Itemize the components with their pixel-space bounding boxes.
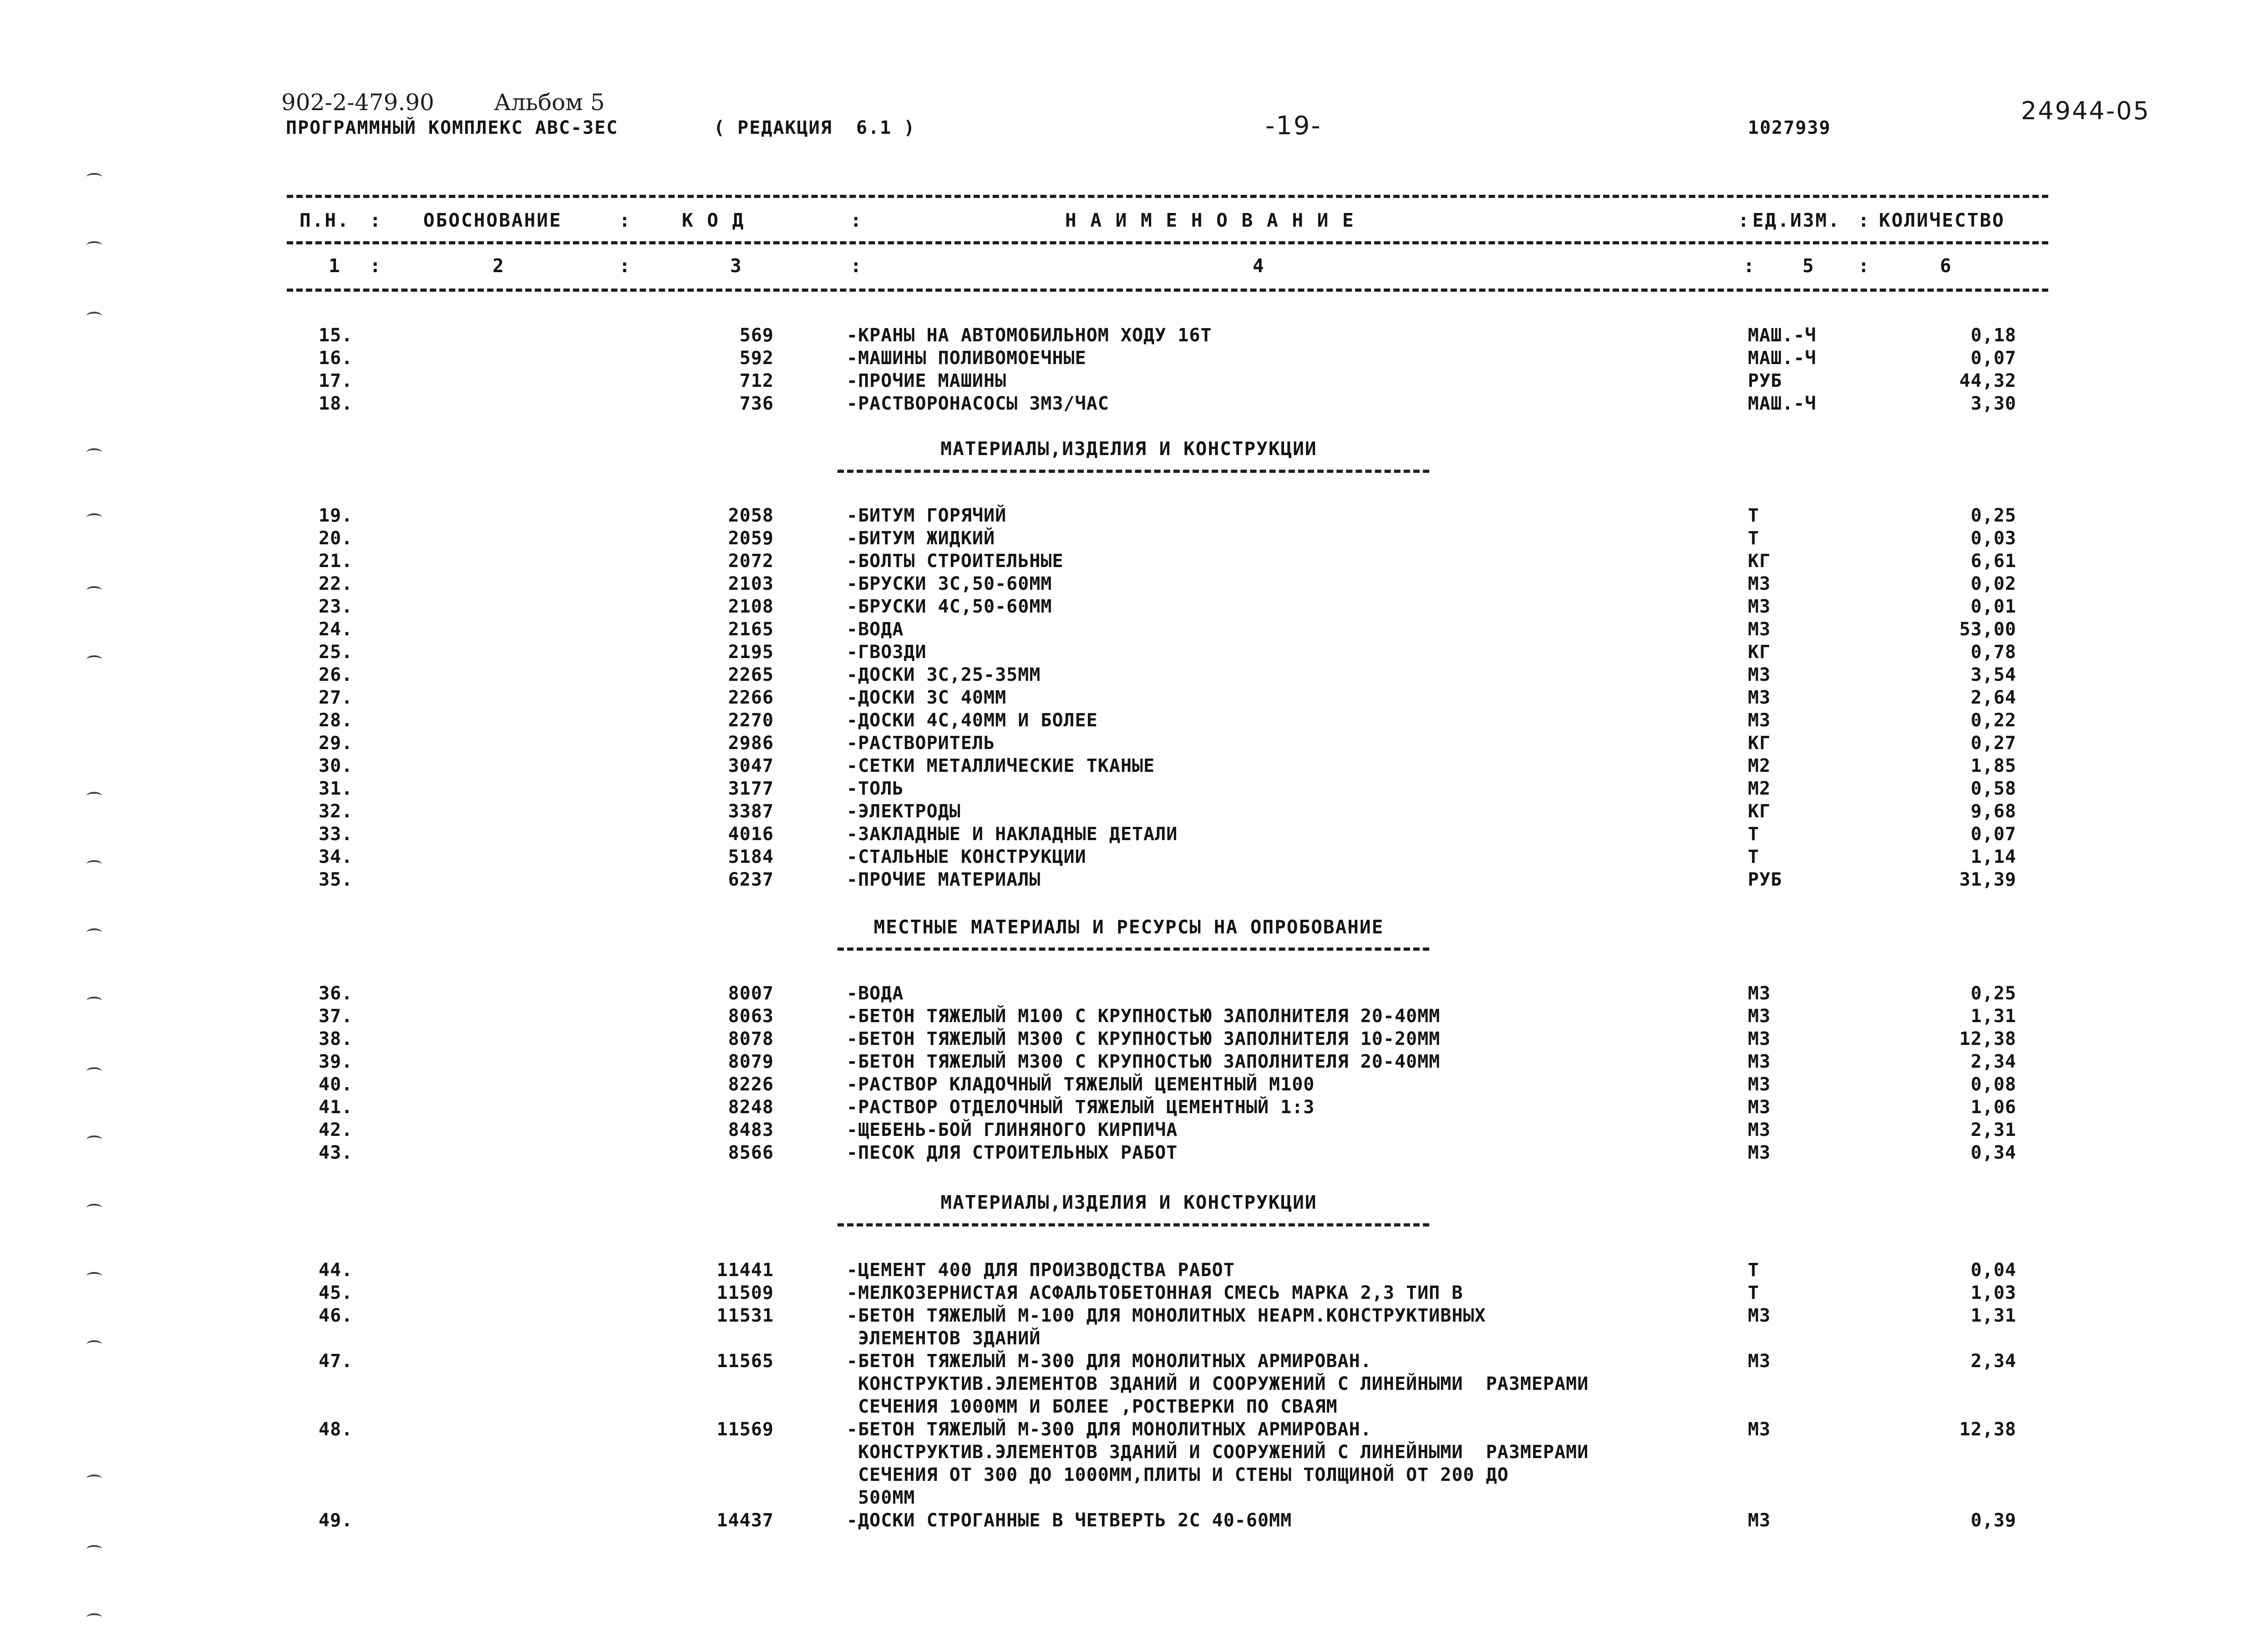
document-code: 902-2-479.90 xyxy=(281,89,434,116)
row-code: 8078 xyxy=(728,1029,774,1049)
row-number: 36. xyxy=(319,983,353,1004)
row-code: 8079 xyxy=(728,1051,774,1072)
row-code: 2266 xyxy=(728,687,774,708)
row-unit: КГ xyxy=(1748,551,1771,572)
row-code: 3177 xyxy=(728,778,774,799)
row-number: 18. xyxy=(319,393,353,414)
row-code: 3047 xyxy=(728,755,774,776)
row-name: -БЕТОН ТЯЖЕЛЫЙ М300 С КРУПНОСТЬЮ ЗАПОЛНИТЕЛЯ 20-40ММ xyxy=(847,1051,1441,1072)
margin-mark xyxy=(86,1272,102,1280)
margin-mark xyxy=(86,586,102,594)
col-separator: : xyxy=(619,255,632,277)
row-quantity: 0,58 xyxy=(1970,778,2016,799)
row-name: -ЩЕБЕНЬ-БОЙ ГЛИНЯНОГО КИРПИЧА xyxy=(847,1120,1178,1140)
margin-mark xyxy=(86,860,102,868)
row-unit: МАШ.-Ч xyxy=(1748,325,1817,346)
col-header-pn: П.Н. xyxy=(300,209,350,231)
row-code: 736 xyxy=(739,393,774,414)
row-code: 4016 xyxy=(728,824,774,845)
row-quantity: 2,64 xyxy=(1970,687,2016,708)
row-unit: М3 xyxy=(1748,664,1771,685)
margin-mark xyxy=(86,1613,102,1622)
row-number: 22. xyxy=(319,573,353,594)
row-number: 40. xyxy=(319,1074,353,1095)
row-code: 6237 xyxy=(728,869,774,890)
row-quantity: 12,38 xyxy=(1959,1419,2016,1440)
row-code: 8007 xyxy=(728,983,774,1004)
row-code: 592 xyxy=(739,348,774,369)
col-number-4: 4 xyxy=(1253,255,1265,277)
row-number: 39. xyxy=(319,1051,353,1072)
margin-mark xyxy=(86,655,102,664)
row-name: -БЕТОН ТЯЖЕЛЫЙ М-100 ДЛЯ МОНОЛИТНЫХ НЕАРМ.КОНСТРУКТИВНЫХ ЭЛЕМЕНТОВ ЗДАНИЙ xyxy=(847,1305,1486,1349)
row-number: 37. xyxy=(319,1006,353,1027)
row-name: -БЕТОН ТЯЖЕЛЫЙ М300 С КРУПНОСТЬЮ ЗАПОЛНИТЕЛЯ 10-20ММ xyxy=(847,1029,1441,1049)
row-code: 3387 xyxy=(728,801,774,822)
row-unit: КГ xyxy=(1748,801,1771,822)
row-name: -ГВОЗДИ xyxy=(847,642,927,663)
row-number: 23. xyxy=(319,596,353,617)
row-name: -СЕТКИ МЕТАЛЛИЧЕСКИЕ ТКАНЫЕ xyxy=(847,755,1155,776)
col-header-name: Н А И М Е Н О В А Н И Е xyxy=(1065,209,1355,231)
archive-stamp-number: 24944-05 xyxy=(2021,96,2150,125)
row-unit: М3 xyxy=(1748,573,1771,594)
row-unit: М3 xyxy=(1748,1142,1771,1163)
row-quantity: 1,03 xyxy=(1970,1282,2016,1303)
row-name: -ПРОЧИЕ МАШИНЫ xyxy=(847,370,1007,391)
row-number: 45. xyxy=(319,1282,353,1303)
table-top-rule xyxy=(287,195,2048,198)
col-number-6: 6 xyxy=(1940,255,1953,277)
row-unit: МАШ.-Ч xyxy=(1748,393,1817,414)
row-name: -ЦЕМЕНТ 400 ДЛЯ ПРОИЗВОДСТВА РАБОТ xyxy=(847,1260,1235,1281)
album-label: Альбом 5 xyxy=(494,89,605,116)
col-number-1: 1 xyxy=(329,255,341,277)
col-header-code: К О Д xyxy=(682,209,745,231)
row-name: -ЭЛЕКТРОДЫ xyxy=(847,801,961,822)
page-number: -19- xyxy=(1265,111,1322,141)
row-number: 49. xyxy=(319,1510,353,1531)
row-name: -РАСТВОР ОТДЕЛОЧНЫЙ ТЯЖЕЛЫЙ ЦЕМЕНТНЫЙ 1:3 xyxy=(847,1097,1315,1118)
row-code: 8248 xyxy=(728,1097,774,1118)
row-quantity: 12,38 xyxy=(1959,1029,2016,1049)
row-name: -РАСТВОР КЛАДОЧНЫЙ ТЯЖЕЛЫЙ ЦЕМЕНТНЫЙ М100 xyxy=(847,1074,1315,1095)
row-name: -БИТУМ ЖИДКИЙ xyxy=(847,528,995,549)
col-header-basis: ОБОСНОВАНИЕ xyxy=(423,209,562,231)
row-name: -МЕЛКОЗЕРНИСТАЯ АСФАЛЬТОБЕТОННАЯ СМЕСЬ МАРКА 2,3 ТИП В xyxy=(847,1282,1463,1303)
margin-mark xyxy=(86,1475,102,1483)
margin-mark xyxy=(86,792,102,800)
row-number: 46. xyxy=(319,1305,353,1326)
row-code: 11509 xyxy=(716,1282,774,1303)
col-separator: : xyxy=(850,209,863,231)
col-separator: : xyxy=(370,255,382,277)
row-unit: М3 xyxy=(1748,983,1771,1004)
col-number-5: 5 xyxy=(1802,255,1815,277)
row-unit: Т xyxy=(1748,1282,1760,1303)
section-title-materials: МАТЕРИАЛЫ,ИЗДЕЛИЯ И КОНСТРУКЦИИ xyxy=(940,438,1317,460)
row-unit: М3 xyxy=(1748,1097,1771,1118)
row-number: 29. xyxy=(319,733,353,754)
row-number: 30. xyxy=(319,755,353,776)
row-quantity: 9,68 xyxy=(1970,801,2016,822)
row-unit: Т xyxy=(1748,505,1760,526)
row-number: 47. xyxy=(319,1351,353,1372)
row-name: -ПЕСОК ДЛЯ СТРОИТЕЛЬНЫХ РАБОТ xyxy=(847,1142,1178,1163)
row-number: 17. xyxy=(319,370,353,391)
row-number: 33. xyxy=(319,824,353,845)
row-code: 8566 xyxy=(728,1142,774,1163)
row-quantity: 31,39 xyxy=(1959,869,2016,890)
row-quantity: 3,54 xyxy=(1970,664,2016,685)
margin-mark xyxy=(86,448,102,456)
row-quantity: 0,04 xyxy=(1970,1260,2016,1281)
row-quantity: 3,30 xyxy=(1970,393,2016,414)
row-name: -БЕТОН ТЯЖЕЛЫЙ М100 С КРУПНОСТЬЮ ЗАПОЛНИТЕЛЯ 20-40ММ xyxy=(847,1006,1441,1027)
row-name: -ПРОЧИЕ МАТЕРИАЛЫ xyxy=(847,869,1041,890)
row-quantity: 0,01 xyxy=(1970,596,2016,617)
row-unit: Т xyxy=(1748,824,1760,845)
row-number: 28. xyxy=(319,710,353,731)
row-number: 20. xyxy=(319,528,353,549)
row-unit: М3 xyxy=(1748,1419,1771,1440)
row-unit: М3 xyxy=(1748,710,1771,731)
row-name: -РАСТВОРОНАСОСЫ 3М3/ЧАС xyxy=(847,393,1109,414)
section-underline xyxy=(838,470,1429,473)
row-name: -БЕТОН ТЯЖЕЛЫЙ М-300 ДЛЯ МОНОЛИТНЫХ АРМИРОВАН. КОНСТРУКТИВ.ЭЛЕМЕНТОВ ЗДАНИЙ И СООРУЖЕНИЙ С ЛИНЕЙНЫМИ РАЗМЕРАМИ СЕЧЕНИЯ ОТ 300 ДО 1000ММ,ПЛИТЫ И СТЕНЫ ТОЛЩИНОЙ ОТ 200 ДО 500ММ xyxy=(847,1419,1589,1508)
row-code: 11531 xyxy=(716,1305,774,1326)
row-number: 41. xyxy=(319,1097,353,1118)
row-number: 24. xyxy=(319,619,353,640)
row-number: 15. xyxy=(319,325,353,346)
row-quantity: 0,08 xyxy=(1970,1074,2016,1095)
row-unit: МАШ.-Ч xyxy=(1748,348,1817,369)
row-code: 569 xyxy=(739,325,774,346)
row-code: 2108 xyxy=(728,596,774,617)
section-title-materials-2: МАТЕРИАЛЫ,ИЗДЕЛИЯ И КОНСТРУКЦИИ xyxy=(940,1191,1317,1213)
row-name: -РАСТВОРИТЕЛЬ xyxy=(847,733,995,754)
margin-mark xyxy=(86,997,102,1005)
row-unit: М3 xyxy=(1748,1305,1771,1326)
row-quantity: 0,03 xyxy=(1970,528,2016,549)
row-name: -ЗАКЛАДНЫЕ И НАКЛАДНЫЕ ДЕТАЛИ xyxy=(847,824,1178,845)
row-unit: М3 xyxy=(1748,1074,1771,1095)
row-quantity: 1,14 xyxy=(1970,846,2016,867)
row-code: 2986 xyxy=(728,733,774,754)
row-quantity: 6,61 xyxy=(1970,551,2016,572)
row-name: -ДОСКИ СТРОГАННЫЕ В ЧЕТВЕРТЬ 2С 40-60ММ xyxy=(847,1510,1292,1531)
col-separator: : xyxy=(1858,209,1871,231)
row-unit: Т xyxy=(1748,846,1760,867)
row-name: -СТАЛЬНЫЕ КОНСТРУКЦИИ xyxy=(847,846,1086,867)
row-code: 14437 xyxy=(716,1510,774,1531)
margin-mark xyxy=(86,1067,102,1075)
row-quantity: 0,25 xyxy=(1970,505,2016,526)
row-unit: М3 xyxy=(1748,1120,1771,1140)
row-name: -БРУСКИ 4С,50-60ММ xyxy=(847,596,1052,617)
row-quantity: 2,34 xyxy=(1970,1051,2016,1072)
row-number: 48. xyxy=(319,1419,353,1440)
row-unit: М3 xyxy=(1748,687,1771,708)
row-code: 11569 xyxy=(716,1419,774,1440)
margin-mark xyxy=(86,173,102,181)
row-quantity: 1,31 xyxy=(1970,1305,2016,1326)
margin-mark xyxy=(86,1135,102,1144)
row-code: 2059 xyxy=(728,528,774,549)
row-number: 16. xyxy=(319,348,353,369)
col-header-qty: КОЛИЧЕСТВО xyxy=(1879,209,2005,231)
row-code: 2072 xyxy=(728,551,774,572)
row-unit: М3 xyxy=(1748,1029,1771,1049)
row-quantity: 0,18 xyxy=(1970,325,2016,346)
row-quantity: 2,31 xyxy=(1970,1120,2016,1140)
col-separator: : xyxy=(1858,255,1871,277)
row-code: 8226 xyxy=(728,1074,774,1095)
row-unit: М3 xyxy=(1748,619,1771,640)
row-unit: РУБ xyxy=(1748,869,1782,890)
row-number: 31. xyxy=(319,778,353,799)
row-name: -КРАНЫ НА АВТОМОБИЛЬНОМ ХОДУ 16Т xyxy=(847,325,1212,346)
row-number: 21. xyxy=(319,551,353,572)
row-code: 5184 xyxy=(728,846,774,867)
col-separator: : xyxy=(619,209,632,231)
col-separator: : xyxy=(1743,255,1756,277)
row-code: 2058 xyxy=(728,505,774,526)
row-number: 35. xyxy=(319,869,353,890)
row-code: 11441 xyxy=(716,1260,774,1281)
row-unit: М2 xyxy=(1748,755,1771,776)
row-name: -МАШИНЫ ПОЛИВОМОЕЧНЫЕ xyxy=(847,348,1086,369)
row-quantity: 0,39 xyxy=(1970,1510,2016,1531)
row-number: 44. xyxy=(319,1260,353,1281)
row-name: -ВОДА xyxy=(847,619,904,640)
row-name: -БРУСКИ 3С,50-60ММ xyxy=(847,573,1052,594)
row-number: 34. xyxy=(319,846,353,867)
row-unit: М3 xyxy=(1748,1351,1771,1372)
row-quantity: 0,22 xyxy=(1970,710,2016,731)
row-quantity: 0,27 xyxy=(1970,733,2016,754)
margin-mark xyxy=(86,928,102,937)
row-quantity: 1,31 xyxy=(1970,1006,2016,1027)
row-quantity: 53,00 xyxy=(1959,619,2016,640)
row-code: 2195 xyxy=(728,642,774,663)
row-number: 27. xyxy=(319,687,353,708)
edition-label: ( РЕДАКЦИЯ 6.1 ) xyxy=(714,117,916,138)
row-quantity: 0,07 xyxy=(1970,824,2016,845)
row-unit: М3 xyxy=(1748,1051,1771,1072)
document-number: 1027939 xyxy=(1748,117,1831,138)
row-quantity: 1,06 xyxy=(1970,1097,2016,1118)
row-number: 38. xyxy=(319,1029,353,1049)
row-code: 8483 xyxy=(728,1120,774,1140)
row-code: 11565 xyxy=(716,1351,774,1372)
section-title-local-materials: МЕСТНЫЕ МАТЕРИАЛЫ И РЕСУРСЫ НА ОПРОБОВАНИЕ xyxy=(873,916,1384,938)
row-name: -БИТУМ ГОРЯЧИЙ xyxy=(847,505,1007,526)
row-number: 42. xyxy=(319,1120,353,1140)
row-number: 25. xyxy=(319,642,353,663)
margin-mark xyxy=(86,241,102,249)
row-quantity: 44,32 xyxy=(1959,370,2016,391)
row-name: -БОЛТЫ СТРОИТЕЛЬНЫЕ xyxy=(847,551,1064,572)
program-title: ПРОГРАММНЫЙ КОМПЛЕКС АВС-3ЕС xyxy=(286,117,619,138)
margin-mark xyxy=(86,1204,102,1212)
row-unit: КГ xyxy=(1748,642,1771,663)
row-quantity: 2,34 xyxy=(1970,1351,2016,1372)
col-header-unit: ЕД.ИЗМ. xyxy=(1752,209,1841,231)
row-quantity: 1,85 xyxy=(1970,755,2016,776)
row-code: 2165 xyxy=(728,619,774,640)
row-unit: М2 xyxy=(1748,778,1771,799)
row-quantity: 0,34 xyxy=(1970,1142,2016,1163)
col-number-2: 2 xyxy=(492,255,505,277)
table-header-rule xyxy=(287,241,2048,244)
col-separator: : xyxy=(1738,209,1751,231)
row-unit: М3 xyxy=(1748,1510,1771,1531)
row-quantity: 0,78 xyxy=(1970,642,2016,663)
row-name: -БЕТОН ТЯЖЕЛЫЙ М-300 ДЛЯ МОНОЛИТНЫХ АРМИРОВАН. КОНСТРУКТИВ.ЭЛЕМЕНТОВ ЗДАНИЙ И СООРУЖЕНИЙ С ЛИНЕЙНЫМИ РАЗМЕРАМИ СЕЧЕНИЯ 1000ММ И БОЛЕЕ ,РОСТВЕРКИ ПО СВАЯМ xyxy=(847,1351,1589,1417)
margin-mark xyxy=(86,513,102,522)
row-code: 2270 xyxy=(728,710,774,731)
row-unit: М3 xyxy=(1748,596,1771,617)
margin-mark xyxy=(86,1340,102,1348)
section-underline xyxy=(838,1223,1429,1226)
row-quantity: 0,25 xyxy=(1970,983,2016,1004)
row-code: 712 xyxy=(739,370,774,391)
row-name: -ДОСКИ 3С,25-35ММ xyxy=(847,664,1041,685)
row-number: 19. xyxy=(319,505,353,526)
row-number: 32. xyxy=(319,801,353,822)
row-unit: КГ xyxy=(1748,733,1771,754)
row-unit: Т xyxy=(1748,528,1760,549)
section-underline xyxy=(838,948,1429,951)
row-unit: М3 xyxy=(1748,1006,1771,1027)
col-separator: : xyxy=(850,255,863,277)
row-unit: Т xyxy=(1748,1260,1760,1281)
row-number: 26. xyxy=(319,664,353,685)
row-name: -ДОСКИ 3С 40ММ xyxy=(847,687,1007,708)
row-code: 2265 xyxy=(728,664,774,685)
col-separator: : xyxy=(370,209,382,231)
margin-mark xyxy=(86,1545,102,1553)
row-quantity: 0,07 xyxy=(1970,348,2016,369)
row-number: 43. xyxy=(319,1142,353,1163)
row-unit: РУБ xyxy=(1748,370,1782,391)
margin-mark xyxy=(86,312,102,320)
row-name: -ВОДА xyxy=(847,983,904,1004)
row-name: -ТОЛЬ xyxy=(847,778,904,799)
row-name: -ДОСКИ 4С,40ММ И БОЛЕЕ xyxy=(847,710,1098,731)
row-code: 2103 xyxy=(728,573,774,594)
col-number-3: 3 xyxy=(730,255,743,277)
row-quantity: 0,02 xyxy=(1970,573,2016,594)
row-code: 8063 xyxy=(728,1006,774,1027)
table-numbers-rule xyxy=(287,289,2048,292)
